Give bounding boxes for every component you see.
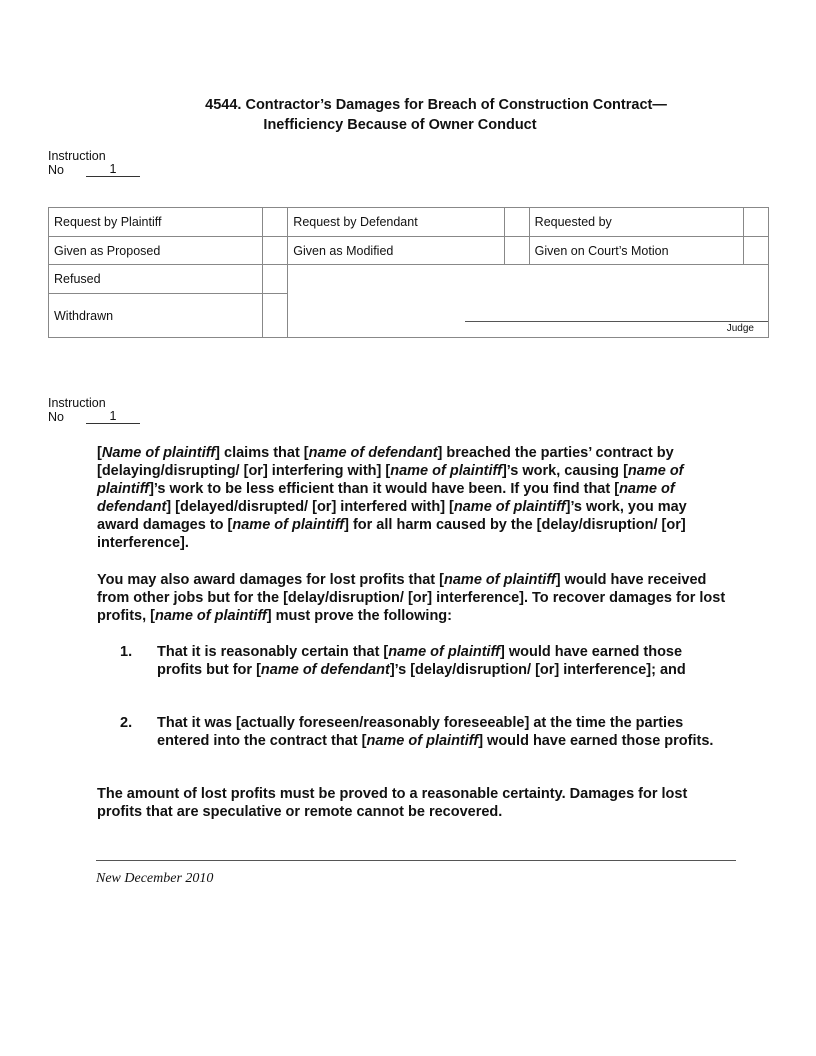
placeholder-name: name of plaintiff: [444, 572, 556, 588]
placeholder-name: Name of plaintiff: [101, 445, 216, 461]
requested-by-label: Requested by: [529, 208, 743, 237]
instruction-title-line2: Inefficiency Because of Owner Conduct: [263, 117, 537, 133]
given-as-modified-checkbox[interactable]: [504, 237, 529, 265]
withdrawn-checkbox[interactable]: [263, 294, 288, 338]
refused-label: Refused: [49, 265, 263, 294]
list-item-number: 2.: [120, 715, 133, 731]
placeholder-name: name of defendant: [97, 481, 675, 515]
given-courts-motion-checkbox[interactable]: [744, 237, 769, 265]
text-segment: ] for all harm caused by the [delay/disruption/ [or] interference].: [97, 517, 686, 551]
requested-by-checkbox[interactable]: [744, 208, 769, 237]
footer-divider: [96, 860, 736, 861]
disposition-form-table: [48, 207, 769, 338]
placeholder-name: name of plaintiff: [453, 499, 566, 515]
instruction-number: 1: [86, 410, 140, 424]
request-defendant-checkbox[interactable]: [504, 208, 529, 237]
list-item: [120, 643, 720, 679]
text-segment: That it is reasonably certain that [: [157, 644, 389, 660]
judge-signature-area: [288, 265, 769, 338]
given-as-modified-label: Given as Modified: [288, 237, 505, 265]
paragraph-claim: [97, 444, 727, 552]
instruction-label: Instruction: [48, 149, 106, 163]
paragraph-certainty: The amount of lost profits must be proved to a reasonable certainty. Damages for lost profits that are speculative or remote cannot be recovered.: [97, 786, 688, 820]
text-segment: ] [delayed/disrupted/ [or] interfered with] [: [166, 499, 454, 515]
text-segment: ]’s work, causing [: [501, 463, 628, 479]
text-segment: That it was [actually foreseen/reasonably foreseeable] at the time the parties entered into the contract that [: [157, 715, 684, 749]
paragraph-lost-profits: [97, 571, 727, 625]
judge-label: Judge: [726, 323, 754, 334]
placeholder-name: name of plaintiff: [155, 608, 267, 624]
list-item-text: [157, 714, 720, 750]
request-plaintiff-checkbox[interactable]: [263, 208, 288, 237]
list-item-text: [157, 643, 720, 679]
instruction-number-block-top: [48, 149, 140, 177]
withdrawn-label: Withdrawn: [49, 294, 263, 338]
no-label: No: [48, 410, 64, 424]
placeholder-name: name of plaintiff: [390, 463, 502, 479]
no-label: No: [48, 163, 64, 177]
text-segment: You may also award damages for lost profits that [: [97, 572, 444, 588]
footer-date: New December 2010: [96, 871, 214, 886]
instruction-label: Instruction: [48, 396, 106, 410]
placeholder-name: name of plaintiff: [366, 733, 479, 749]
instruction-number: 1: [86, 163, 140, 177]
request-defendant-label: Request by Defendant: [288, 208, 505, 237]
given-as-proposed-checkbox[interactable]: [263, 237, 288, 265]
given-courts-motion-label: Given on Court’s Motion: [529, 237, 743, 265]
placeholder-name: name of plaintiff: [232, 517, 345, 533]
list-item: [120, 714, 720, 750]
text-segment: [: [97, 445, 102, 461]
instruction-number-block-bottom: [48, 396, 140, 424]
refused-checkbox[interactable]: [263, 265, 288, 294]
judge-signature-line[interactable]: [465, 321, 768, 322]
list-item-number: 1.: [120, 644, 133, 660]
text-segment: ] claims that [: [215, 445, 309, 461]
placeholder-name: name of plaintiff: [97, 463, 684, 497]
text-segment: ] would have received from other jobs but for the [delay/disruption/ [or] interference]. To recover damages for lost profits, [: [97, 572, 726, 624]
text-segment: ]’s work to be less efficient than it would have been. If you find that [: [149, 481, 620, 497]
placeholder-name: name of defendant: [308, 445, 438, 461]
instruction-title-line1: 4544. Contractor’s Damages for Breach of Construction Contract—: [205, 97, 667, 113]
placeholder-name: name of plaintiff: [388, 644, 500, 660]
request-plaintiff-label: Request by Plaintiff: [49, 208, 263, 237]
placeholder-name: name of defendant: [260, 662, 390, 678]
text-segment: ] breached the parties’ contract by [delaying/disrupting/ [or] interfering with] [: [97, 445, 674, 479]
text-segment: ]’s [delay/disruption/ [or] interference]; and: [389, 662, 686, 678]
text-segment: ]’s work, you may award damages to [: [97, 499, 687, 533]
text-segment: ] would have earned those profits.: [478, 733, 714, 749]
given-as-proposed-label: Given as Proposed: [49, 237, 263, 265]
text-segment: ] must prove the following:: [266, 608, 452, 624]
text-segment: ] would have earned those profits but for [: [157, 644, 683, 678]
